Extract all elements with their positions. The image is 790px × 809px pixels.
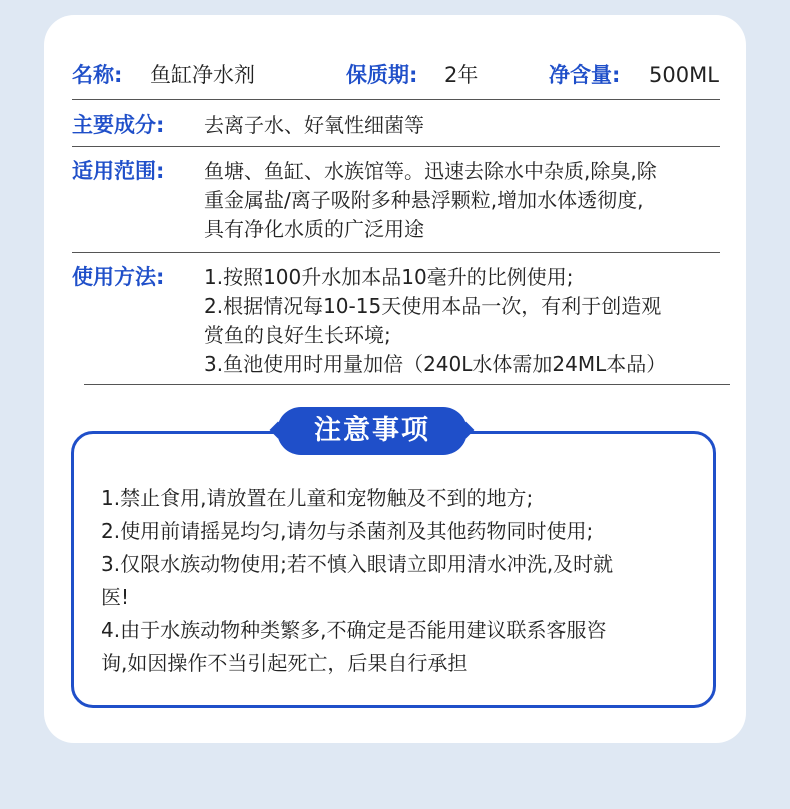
usage-line: 3.鱼池使用时用量加倍（240L水体需加24ML本品） [204,352,667,376]
net-content-value: 500ML [649,63,719,87]
scope-line: 鱼塘、鱼缸、水族馆等。迅速去除水中杂质,除臭,除 [204,159,657,183]
ingredients-label: 主要成分: [72,113,165,137]
scope-label: 适用范围: [72,159,165,183]
name-label: 名称: [72,63,123,87]
scope-line: 重金属盐/离子吸附多种悬浮颗粒,增加水体透彻度, [204,188,644,212]
usage-text [204,263,728,379]
shelf-life-value: 2年 [444,63,479,87]
net-content-label: 净含量: [549,63,621,87]
notice-item: 医! [101,585,130,609]
notice-item: 询,如因操作不当引起死亡，后果自行承担 [101,651,468,675]
divider [84,384,730,385]
usage-label: 使用方法: [72,265,165,289]
name-value: 鱼缸净水剂 [150,63,255,87]
product-basic-info-row [72,60,720,90]
ingredients-text: 去离子水、好氧性细菌等 [204,113,424,137]
scope-text [204,157,728,244]
notice-item: 4.由于水族动物种类繁多,不确定是否能用建议联系客服咨 [101,618,607,642]
scope-line: 具有净化水质的广泛用途 [204,217,424,241]
usage-line: 2.根据情况每10-15天使用本品一次，有利于创造观 [204,294,662,318]
ingredients-section [72,111,728,141]
notice-title: 注意事项 [277,407,467,455]
notice-item: 3.仅限水族动物使用;若不慎入眼请立即用清水冲洗,及时就 [101,552,614,576]
usage-line: 赏鱼的良好生长环境; [204,323,391,347]
usage-section [72,263,728,381]
divider [72,252,720,253]
divider [72,99,720,100]
divider [72,146,720,147]
usage-line: 1.按照100升水加本品10毫升的比例使用; [204,265,574,289]
notice-item: 2.使用前请摇晃均匀,请勿与杀菌剂及其他药物同时使用; [101,519,594,543]
scope-section [72,157,728,247]
notice-item: 1.禁止食用,请放置在儿童和宠物触及不到的地方; [101,486,534,510]
notice-list [101,482,701,680]
shelf-life-label: 保质期: [346,63,418,87]
